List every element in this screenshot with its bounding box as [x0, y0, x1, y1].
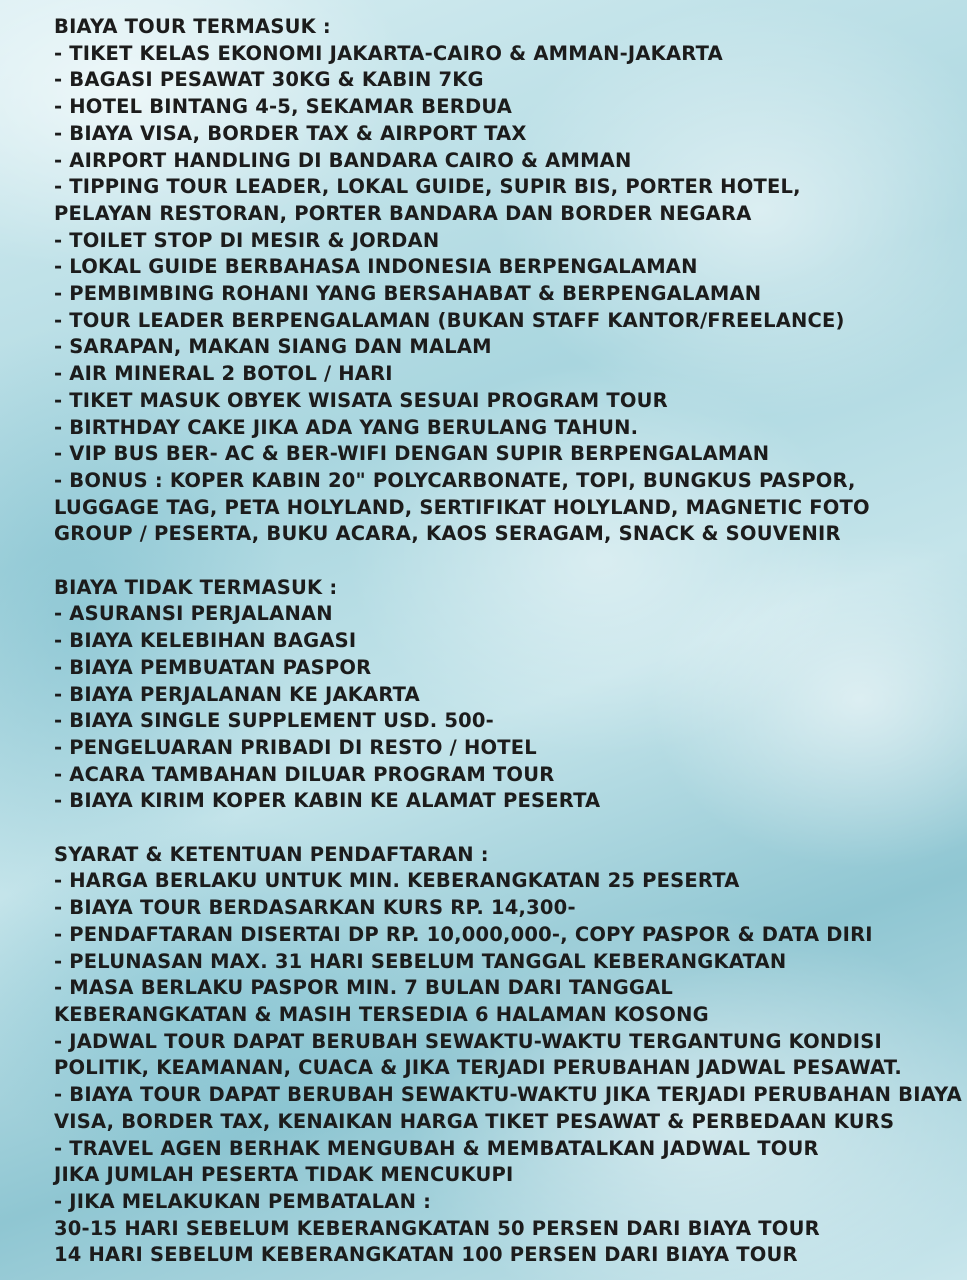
not-included-section [54, 575, 954, 815]
included-item: - HOTEL BINTANG 4-5, SEKAMAR BERDUA [54, 95, 513, 119]
terms-item: 30-15 HARI SEBELUM KEBERANGKATAN 50 PERSEN DARI BIAYA TOUR [54, 1216, 820, 1240]
included-item: - PEMBIMBING ROHANI YANG BERSAHABAT & BERPENGALAMAN [54, 282, 762, 306]
terms-item: POLITIK, KEAMANAN, CUACA & JIKA TERJADI PERUBAHAN JADWAL PESAWAT. [54, 1056, 902, 1080]
not-included-heading: BIAYA TIDAK TERMASUK : [54, 575, 338, 599]
terms-item: - HARGA BERLAKU UNTUK MIN. KEBERANGKATAN 25 PESERTA [54, 869, 740, 893]
included-item: GROUP / PESERTA, BUKU ACARA, KAOS SERAGAM, SNACK & SOUVENIR [54, 522, 841, 546]
terms-item: - JADWAL TOUR DAPAT BERUBAH SEWAKTU-WAKTU TERGANTUNG KONDISI [54, 1029, 882, 1053]
included-item: - VIP BUS BER- AC & BER-WIFI DENGAN SUPIR BERPENGALAMAN [54, 442, 770, 466]
terms-item: - JIKA MELAKUKAN PEMBATALAN : [54, 1189, 432, 1213]
tour-info-document [54, 14, 962, 1269]
not-included-item: - BIAYA PERJALANAN KE JAKARTA [54, 682, 420, 706]
included-item: - TOUR LEADER BERPENGALAMAN (BUKAN STAFF KANTOR/FREELANCE) [54, 308, 845, 332]
included-item: - BIRTHDAY CAKE JIKA ADA YANG BERULANG TAHUN. [54, 415, 639, 439]
included-item: - TIPPING TOUR LEADER, LOKAL GUIDE, SUPIR BIS, PORTER HOTEL, [54, 175, 801, 199]
terms-item: KEBERANGKATAN & MASIH TERSEDIA 6 HALAMAN KOSONG [54, 1002, 709, 1026]
included-item: - SARAPAN, MAKAN SIANG DAN MALAM [54, 335, 492, 359]
terms-item: - TRAVEL AGEN BERHAK MENGUBAH & MEMBATALKAN JADWAL TOUR [54, 1136, 819, 1160]
included-item: - BAGASI PESAWAT 30KG & KABIN 7KG [54, 68, 484, 92]
terms-item: 14 HARI SEBELUM KEBERANGKATAN 100 PERSEN DARI BIAYA TOUR [54, 1243, 798, 1267]
included-item: LUGGAGE TAG, PETA HOLYLAND, SERTIFIKAT HOLYLAND, MAGNETIC FOTO [54, 495, 870, 519]
included-item: - TOILET STOP DI MESIR & JORDAN [54, 228, 440, 252]
not-included-item: - BIAYA SINGLE SUPPLEMENT USD. 500- [54, 709, 494, 733]
terms-item: - MASA BERLAKU PASPOR MIN. 7 BULAN DARI TANGGAL [54, 976, 674, 1000]
not-included-item: - BIAYA PEMBUATAN PASPOR [54, 655, 372, 679]
terms-item: JIKA JUMLAH PESERTA TIDAK MENCUKUPI [54, 1163, 514, 1187]
terms-heading: SYARAT & KETENTUAN PENDAFTARAN : [54, 842, 489, 866]
included-item: - LOKAL GUIDE BERBAHASA INDONESIA BERPENGALAMAN [54, 255, 698, 279]
included-item: - AIRPORT HANDLING DI BANDARA CAIRO & AMMAN [54, 148, 632, 172]
terms-section [54, 842, 962, 1269]
included-item: PELAYAN RESTORAN, PORTER BANDARA DAN BORDER NEGARA [54, 201, 752, 225]
not-included-item: - PENGELUARAN PRIBADI DI RESTO / HOTEL [54, 735, 537, 759]
terms-item: - PELUNASAN MAX. 31 HARI SEBELUM TANGGAL KEBERANGKATAN [54, 949, 787, 973]
not-included-item: - ASURANSI PERJALANAN [54, 602, 333, 626]
included-item: - TIKET MASUK OBYEK WISATA SESUAI PROGRAM TOUR [54, 388, 668, 412]
terms-item: VISA, BORDER TAX, KENAIKAN HARGA TIKET PESAWAT & PERBEDAAN KURS [54, 1109, 895, 1133]
not-included-item: - BIAYA KIRIM KOPER KABIN KE ALAMAT PESERTA [54, 789, 601, 813]
included-section [54, 14, 954, 548]
terms-item: - PENDAFTARAN DISERTAI DP RP. 10,000,000-, COPY PASPOR & DATA DIRI [54, 922, 873, 946]
included-item: - BIAYA VISA, BORDER TAX & AIRPORT TAX [54, 121, 527, 145]
terms-item: - BIAYA TOUR BERDASARKAN KURS RP. 14,300- [54, 896, 576, 920]
included-item: - BONUS : KOPER KABIN 20" POLYCARBONATE, TOPI, BUNGKUS PASPOR, [54, 468, 856, 492]
not-included-item: - ACARA TAMBAHAN DILUAR PROGRAM TOUR [54, 762, 555, 786]
included-item: - AIR MINERAL 2 BOTOL / HARI [54, 362, 393, 386]
included-item: - TIKET KELAS EKONOMI JAKARTA-CAIRO & AMMAN-JAKARTA [54, 41, 723, 65]
included-heading: BIAYA TOUR TERMASUK : [54, 15, 331, 38]
not-included-item: - BIAYA KELEBIHAN BAGASI [54, 629, 357, 653]
terms-item: - BIAYA TOUR DAPAT BERUBAH SEWAKTU-WAKTU JIKA TERJADI PERUBAHAN BIAYA [54, 1083, 962, 1107]
